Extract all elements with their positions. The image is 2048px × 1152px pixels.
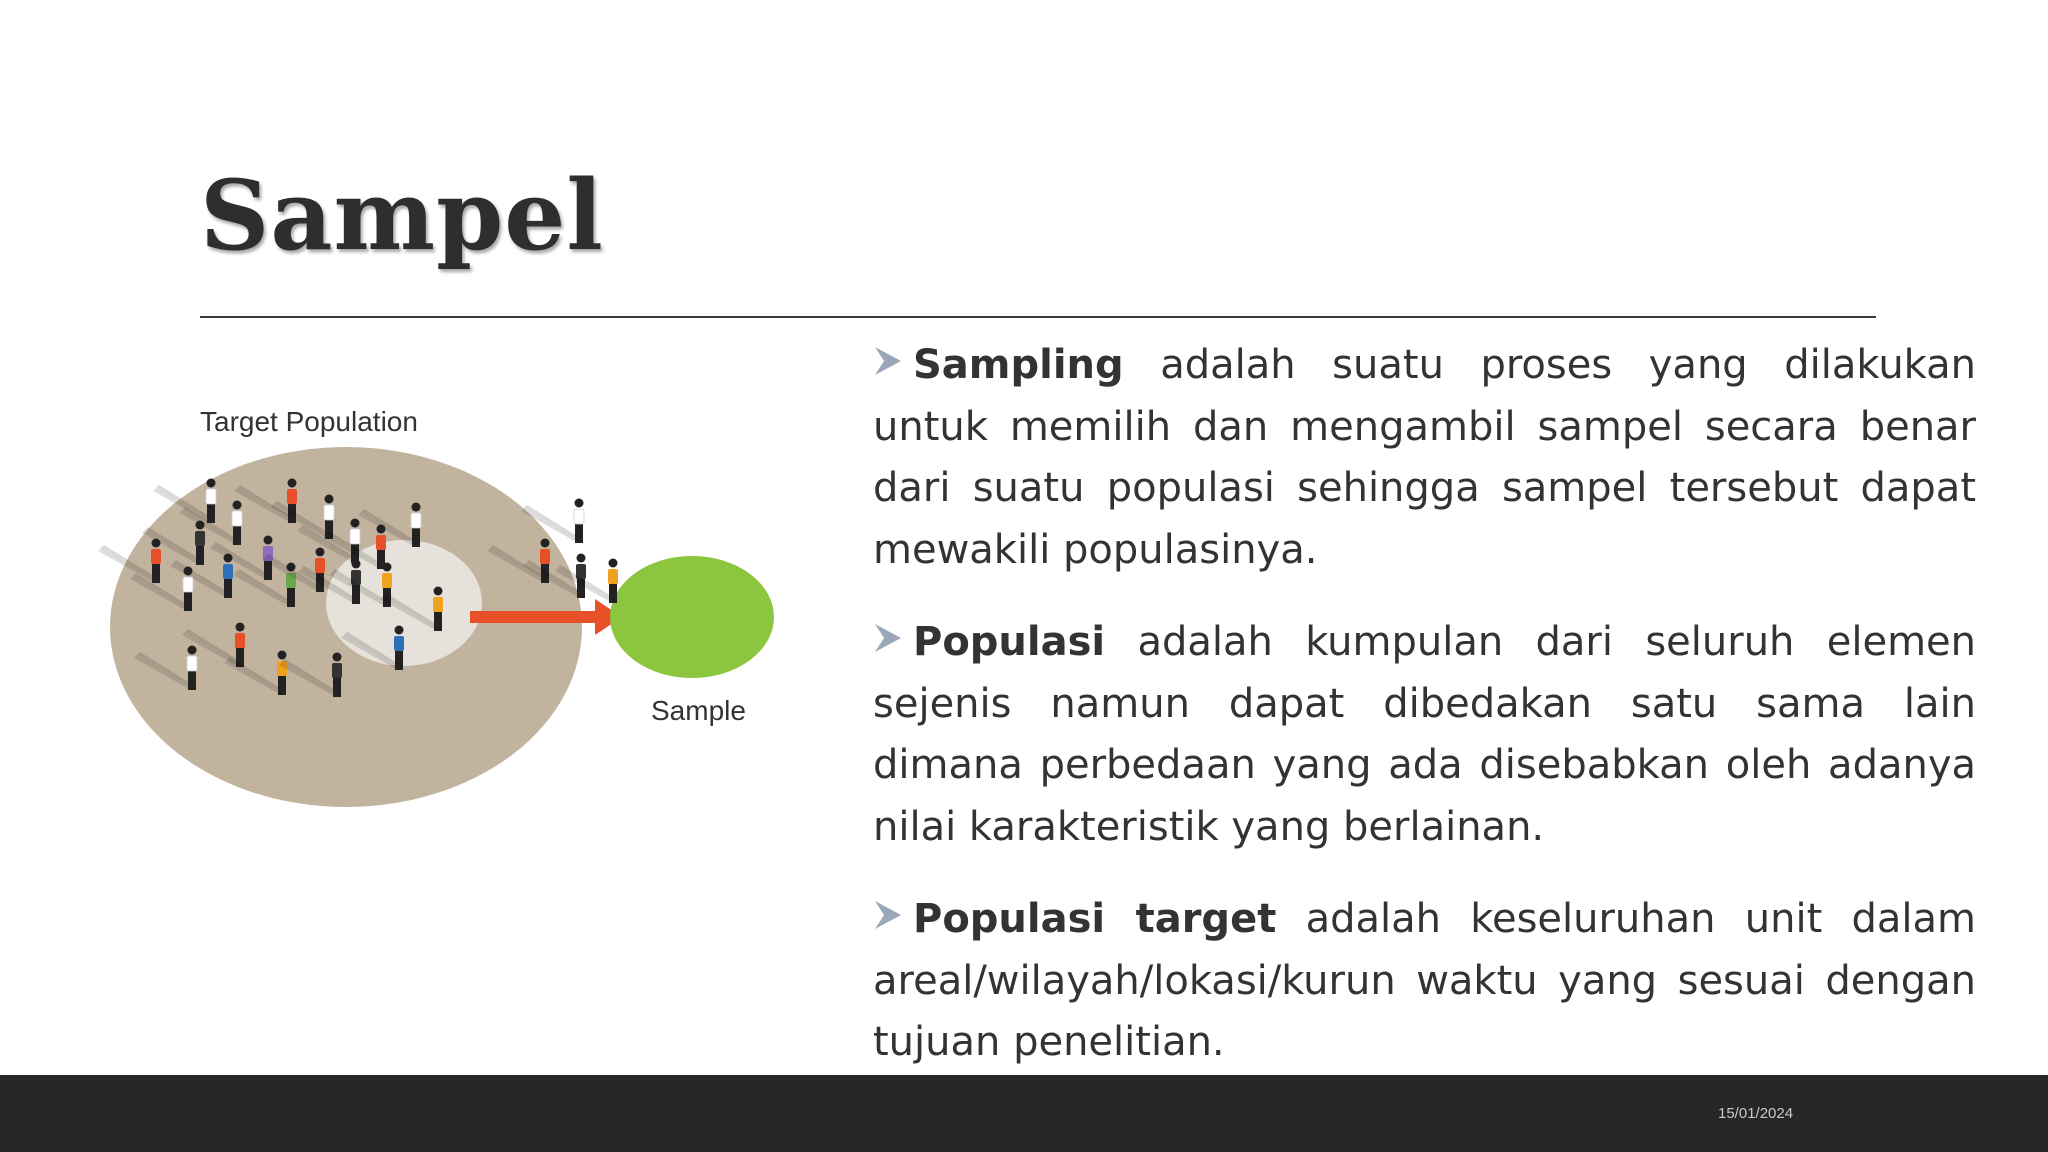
title-divider (200, 316, 1876, 318)
target-population-label: Target Population (200, 406, 418, 437)
bullet-text-sampling: adalah suatu proses yang dilakukan untuk memilih dan mengambil sampel secara benar dari suatu populasi sehingga sampel tersebut dapat mewakili populasinya. (873, 342, 1976, 573)
sample-label: Sample (651, 695, 746, 726)
term-populasi-target: Populasi target (913, 896, 1277, 942)
bullet-list (858, 335, 1976, 1105)
arrowhead-bullet-icon (873, 618, 903, 658)
slide-title: Sampel (200, 159, 604, 272)
bullet-sampling (858, 335, 1976, 581)
bullet-text-populasi: adalah kumpulan dari seluruh elemen sejenis namun dapat dibedakan satu sama lain dimana perbedaan yang ada disebabkan oleh adanya nilai karakteristik yang berlainan. (873, 619, 1976, 850)
arrowhead-bullet-icon (873, 341, 903, 381)
bullet-text-populasi-target: adalah keseluruhan unit dalam areal/wilayah/lokasi/kurun waktu yang sesuai dengan tujuan penelitian. (873, 896, 1977, 1065)
term-populasi: Populasi (913, 619, 1106, 665)
term-sampling: Sampling (913, 342, 1124, 388)
bullet-populasi (858, 612, 1976, 858)
bullet-populasi-target (858, 889, 1976, 1074)
arrowhead-bullet-icon (873, 895, 903, 935)
population-sample-illustration (50, 395, 790, 835)
slide-date: 15/01/2024 (1718, 1105, 1794, 1122)
sample-disc (610, 556, 774, 678)
